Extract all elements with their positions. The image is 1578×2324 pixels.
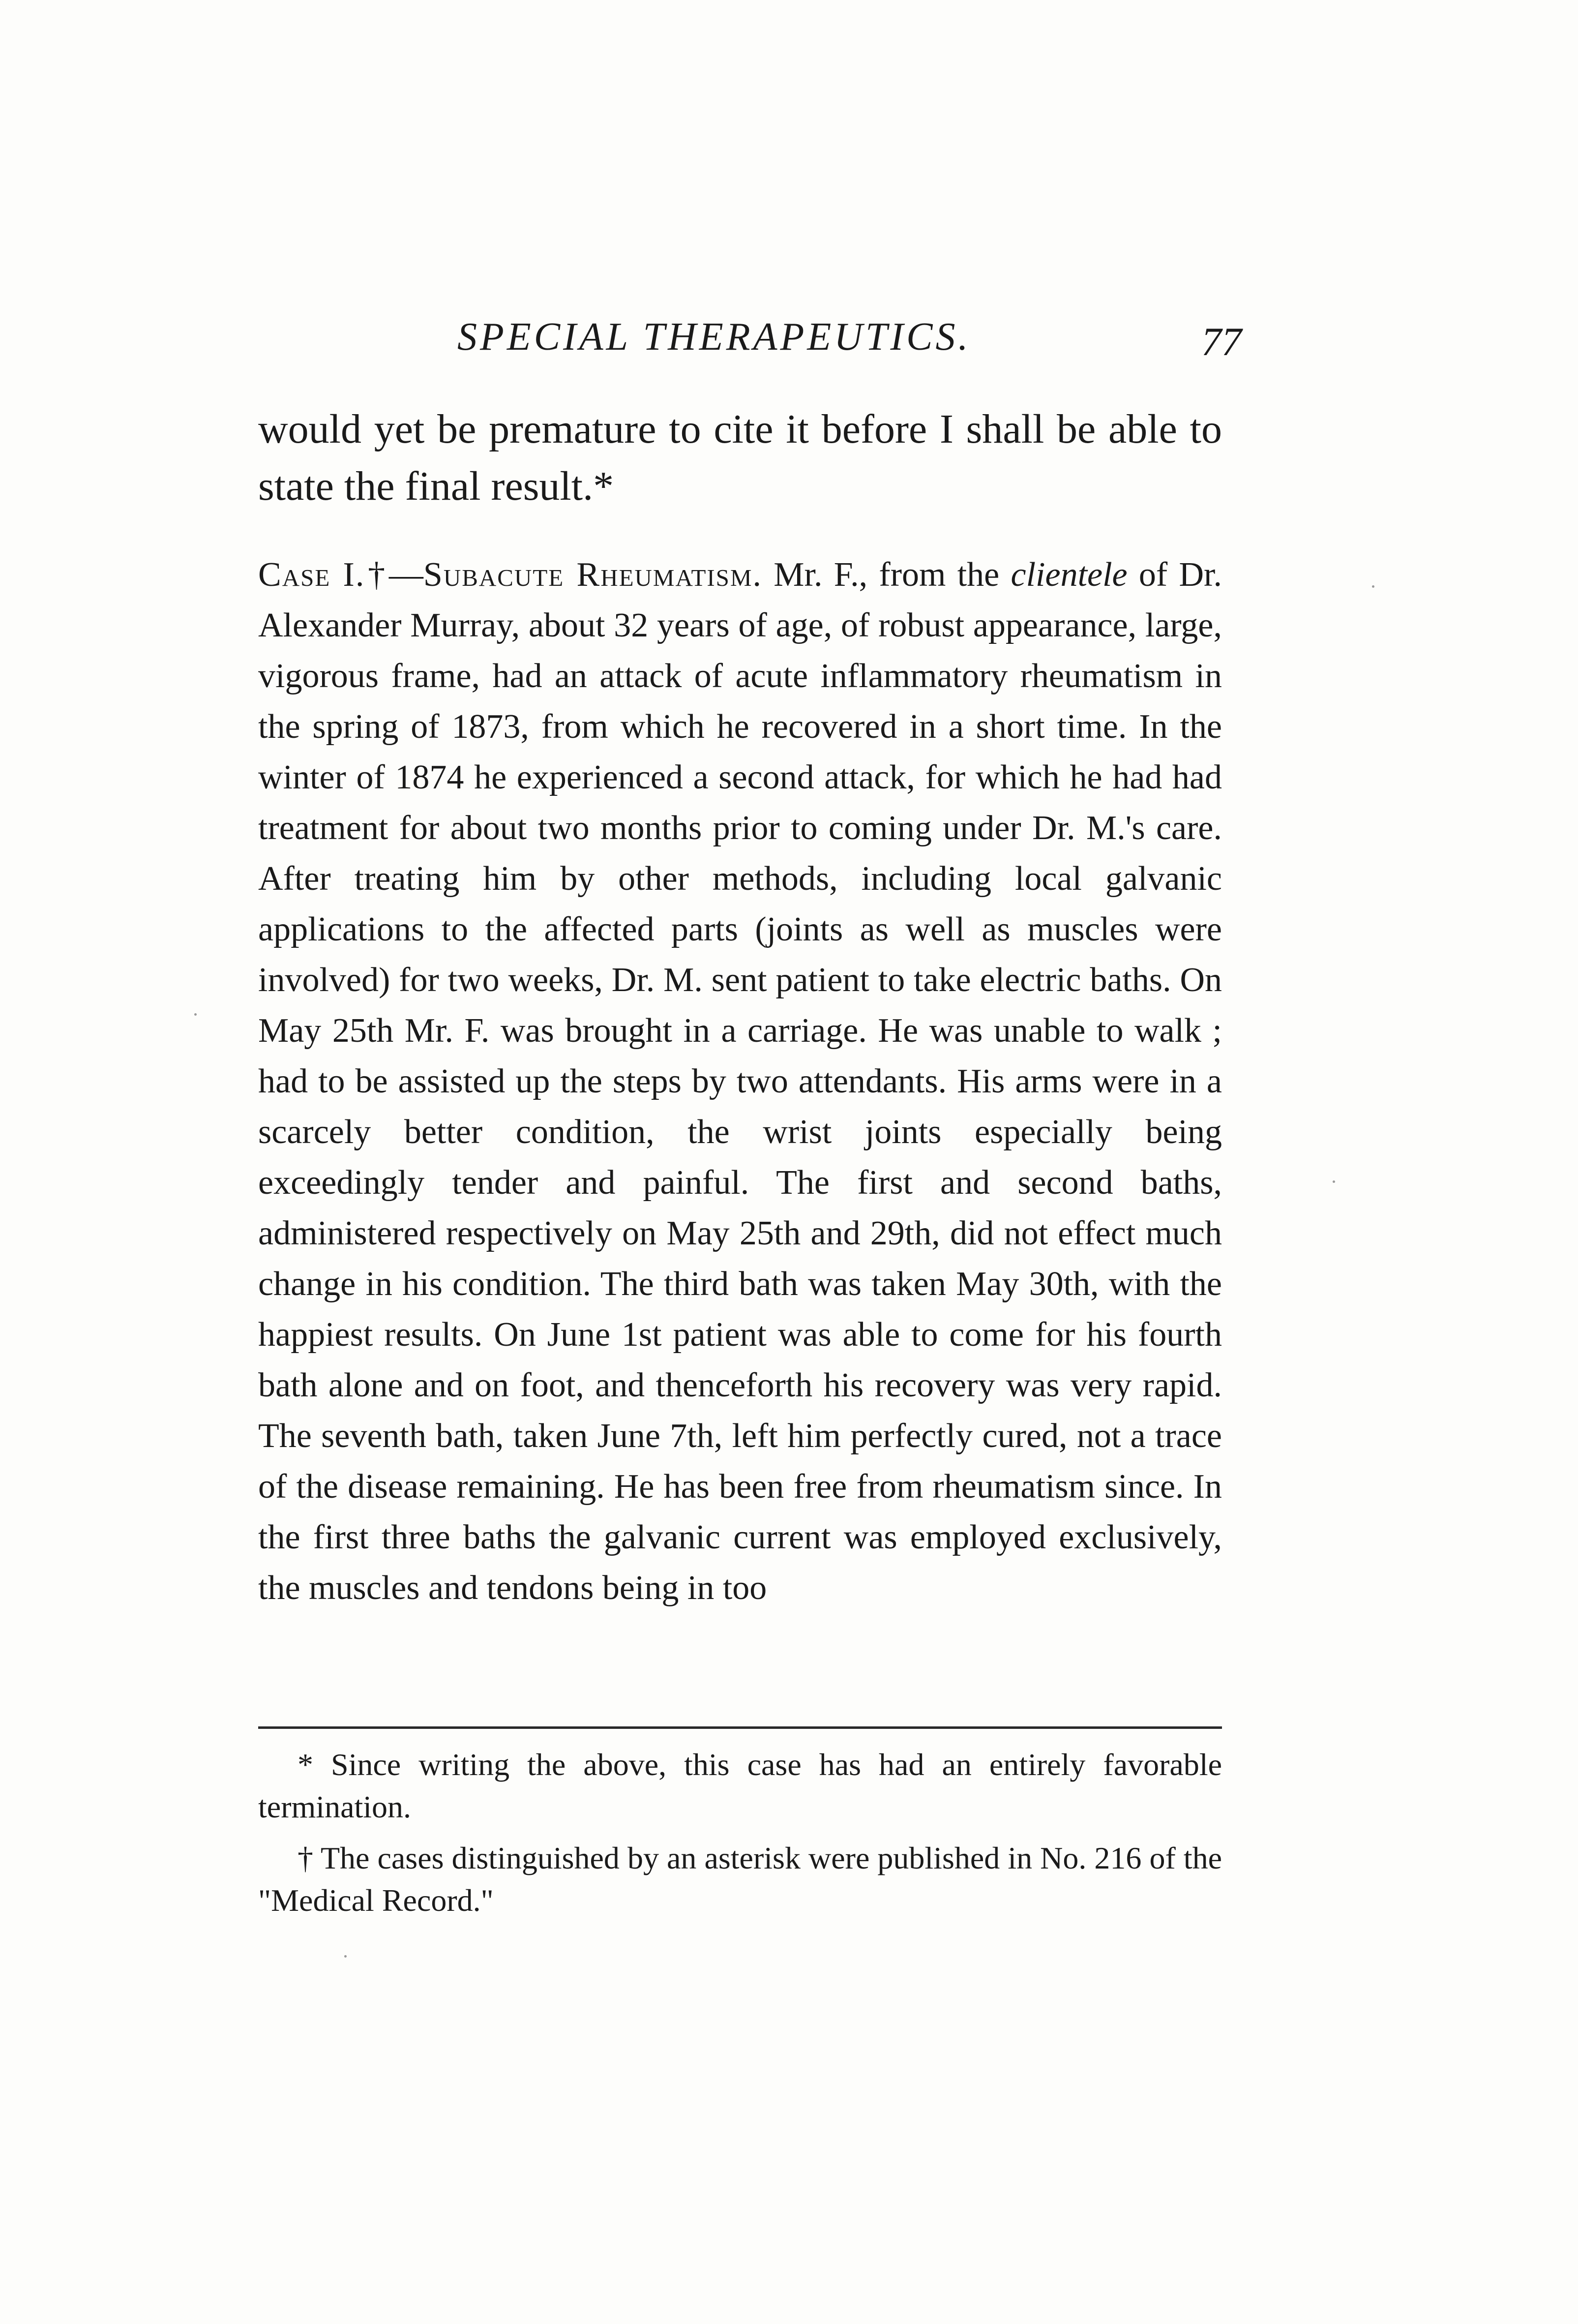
case-label: Case I.† (258, 556, 389, 594)
paper-speck (194, 1013, 197, 1016)
lead-paragraph: would yet be premature to cite it before I shall be able to state the final result.* (258, 406, 1222, 509)
running-title: SPECIAL THERAPEUTICS. (457, 315, 971, 359)
footnote-dagger: † The cases distinguished by an asterisk were published in No. 216 of the "Medical Record." (258, 1841, 1222, 1918)
case-title: Subacute Rheumatism. (423, 556, 763, 594)
running-head (258, 315, 1242, 374)
paper-speck (344, 1955, 347, 1958)
footnote-rule (258, 1726, 1222, 1729)
paper-speck (1372, 585, 1374, 588)
footnote-asterisk: * Since writing the above, this case has had an entirely favorable termination. (258, 1747, 1222, 1824)
case-text-part2: of Dr. Alexander Murray, about 32 years of age, of robust appearance, large, vigorous frame, had an attack of acute inflammatory rheumatism in the spring of 1873, from which he recovered in a short time. In the winter of 1874 he experienced a second attack, for which he had had treatment for about two months prior to coming under Dr. M.'s care. After treating him by other methods, including local galvanic applications to the affected parts (joints as well as muscles were involved) for two weeks, Dr. M. sent patient to take electric baths. On May 25th Mr. F. was brought in a carriage. He was unable to walk ; had to be assisted up the steps by two attendants. His arms were in a scarcely better condition, the wrist joints especially being exceedingly tender and painful. The first and second baths, administered respectively on May 25th and 29th, did not effect much change in his condition. The third bath was taken May 30th, with the happiest results. On June 1st patient was able to come for his fourth bath alone and on foot, and thenceforth his recovery was very rapid. The seventh bath, taken June 7th, left him perfectly cured, not a trace of the disease remaining. He has been free from rheumatism since. In the first three baths the galvanic current was employed exclusively, the muscles and tendons being in too (258, 556, 1222, 1607)
case-text-italic: clientele (1011, 556, 1128, 594)
case-paragraph (258, 549, 1222, 1613)
case-dash: — (388, 556, 423, 594)
case-text-part1: Mr. F., from the (762, 556, 1011, 594)
page-number: 77 (1201, 319, 1242, 364)
footnotes (258, 1744, 1222, 1931)
body-text (258, 401, 1222, 1613)
paper-speck (1333, 1180, 1335, 1183)
